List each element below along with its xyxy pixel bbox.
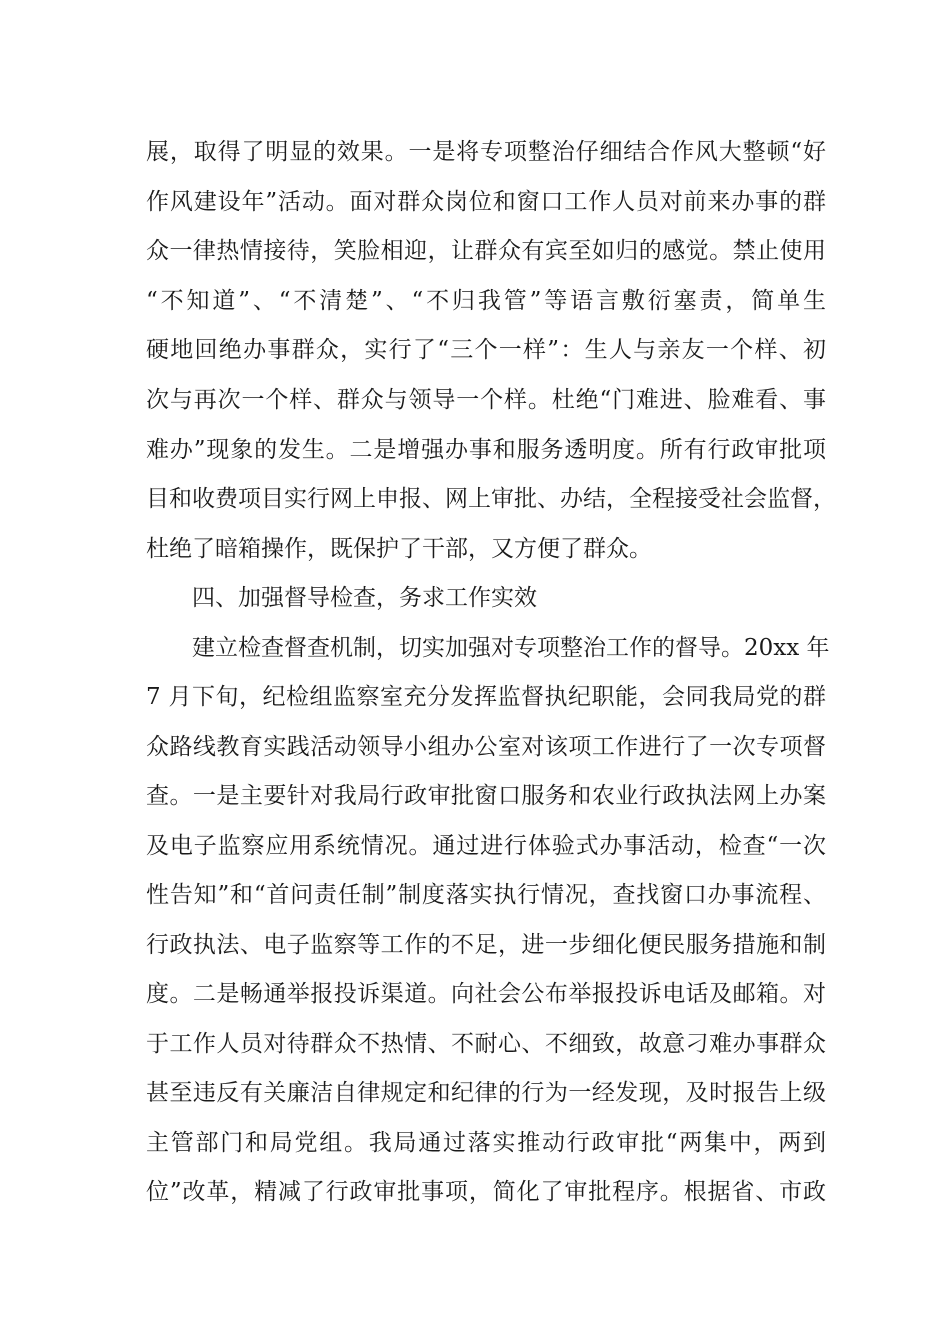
text-line-9: 杜绝了暗箱操作，既保护了干部，又方便了群众。 <box>146 536 652 562</box>
section-heading: 四、加强督导检查，务求工作实效 <box>192 585 537 611</box>
text-line-11: 建立检查督查机制，切实加强对专项整治工作的督导。20xx 年 <box>192 635 830 661</box>
text-line-17: 行政执法、电子监察等工作的不足，进一步细化便民服务措施和制 <box>146 932 826 958</box>
text-line-19: 于工作人员对待群众不热情、不耐心、不细致，故意刁难办事群众 <box>146 1031 826 1057</box>
text-line-20: 甚至违反有关廉洁自律规定和纪律的行为一经发现，及时报告上级 <box>146 1080 826 1106</box>
text-line-2: 作风建设年”活动。面对群众岗位和窗口工作人员对前来办事的群 <box>146 189 826 215</box>
text-line-14: 查。一是主要针对我局行政审批窗口服务和农业行政执法网上办案 <box>146 783 826 809</box>
text-line-21: 主管部门和局党组。我局通过落实推动行政审批“两集中，两到 <box>146 1130 826 1156</box>
text-line-15: 及电子监察应用系统情况。通过进行体验式办事活动，检查“一次 <box>146 833 826 859</box>
text-line-12: 7 月下旬，纪检组监察室充分发挥监督执纪职能，会同我局党的群 <box>146 684 826 710</box>
text-line-18: 度。二是畅通举报投诉渠道。向社会公布举报投诉电话及邮箱。对 <box>146 981 826 1007</box>
text-line-16: 性告知”和“首问责任制”制度落实执行情况，查找窗口办事流程、 <box>146 882 826 908</box>
text-line-6: 次与再次一个样、群众与领导一个样。杜绝“门难进、脸难看、事 <box>146 387 826 413</box>
text-line-13: 众路线教育实践活动领导小组办公室对该项工作进行了一次专项督 <box>146 734 826 760</box>
text-line-5: 硬地回绝办事群众，实行了“三个一样”：生人与亲友一个样、初 <box>146 337 826 363</box>
text-line-3: 众一律热情接待，笑脸相迎，让群众有宾至如归的感觉。禁止使用 <box>146 238 826 264</box>
text-line-7: 难办”现象的发生。二是增强办事和服务透明度。所有行政审批项 <box>146 437 826 463</box>
text-line-4: “不知道”、“不清楚”、“不归我管”等语言敷衍塞责，简单生 <box>146 288 826 314</box>
text-line-1: 展，取得了明显的效果。一是将专项整治仔细结合作风大整顿“好 <box>146 139 826 165</box>
text-line-8: 目和收费项目实行网上申报、网上审批、办结，全程接受社会监督， <box>146 486 836 512</box>
text-line-22: 位”改革，精减了行政审批事项，简化了审批程序。根据省、市政 <box>146 1179 826 1205</box>
